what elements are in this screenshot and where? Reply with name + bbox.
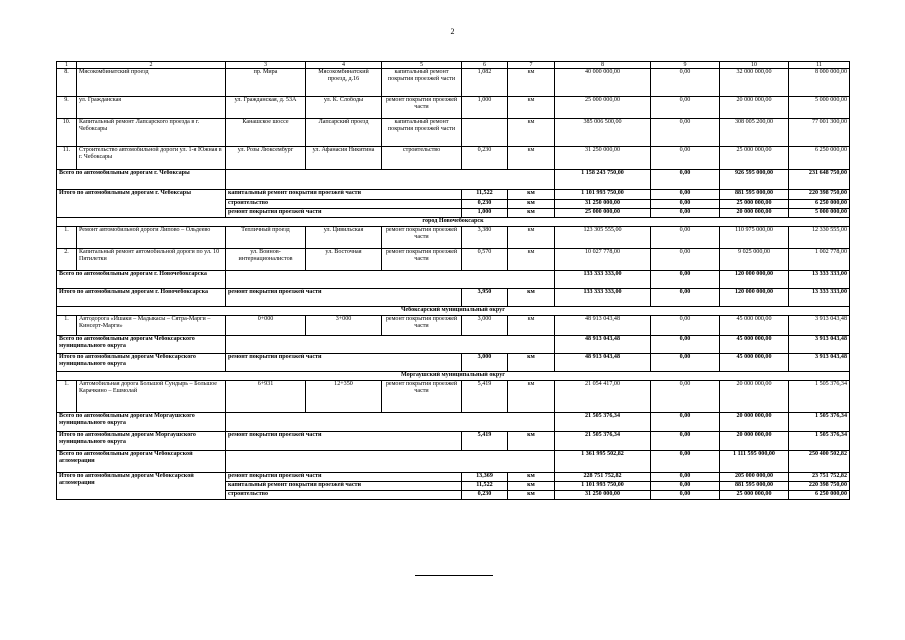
section-title: Чебоксарский муниципальный округ <box>57 307 850 316</box>
total-amount: 133 333 333,00 <box>555 289 651 307</box>
col-header: 11 <box>789 62 850 69</box>
amount-col10: 32 000 000,00 <box>720 69 789 97</box>
amount-col11: 3 913 043,48 <box>789 316 850 336</box>
amount-col9: 0,00 <box>651 473 720 482</box>
road-name: Строительство автомобильной дороги ул. 1-я Южная в г. Чебоксары <box>77 147 226 170</box>
amount-col10: 20 000 000,00 <box>720 432 789 451</box>
amount-col11: 220 398 750,00 <box>789 482 850 491</box>
total-label: Всего по автомобильным дорогам Чебоксарской агломерации <box>57 451 226 473</box>
total-label: Всего по автомобильным дорогам Чебоксарского муниципального округа <box>57 336 226 354</box>
itogo-label: Итого по автомобильным дорогам Чебоксарской агломерации <box>57 473 226 500</box>
amount-col10: 45 000 000,00 <box>720 354 789 372</box>
amount-col11: 1 505 376,34 <box>789 432 850 451</box>
row-number: 1. <box>57 316 77 336</box>
length: 0,570 <box>462 249 508 271</box>
start-point: ул. Воинов-интернационалистов <box>226 249 306 271</box>
unit: км <box>508 381 555 413</box>
work-type: ремонт покрытия проезжей части <box>226 209 462 218</box>
amount-col11: 6 250 000,00 <box>789 200 850 209</box>
unit: км <box>508 354 555 372</box>
amount-col9: 0,00 <box>651 316 720 336</box>
total-amount: 48 913 043,48 <box>555 316 651 336</box>
amount-col9: 0,00 <box>651 336 720 354</box>
work-type: ремонт покрытия проезжей части <box>382 381 462 413</box>
start-point: 0+000 <box>226 316 306 336</box>
amount-col9: 0,00 <box>651 271 720 289</box>
empty-cell <box>226 451 555 473</box>
footer-divider <box>415 575 493 576</box>
table-row <box>57 227 850 249</box>
unit: км <box>508 473 555 482</box>
total-amount: 1 101 993 750,00 <box>555 482 651 491</box>
work-type: строительство <box>382 147 462 170</box>
length <box>462 119 508 147</box>
itogo-row <box>57 289 850 307</box>
amount-col9: 0,00 <box>651 413 720 432</box>
col-header: 9 <box>651 62 720 69</box>
amount-col10: 25 000 000,00 <box>720 491 789 500</box>
amount-col9: 0,00 <box>651 249 720 271</box>
amount-col10: 881 595 000,00 <box>720 190 789 200</box>
unit: км <box>508 491 555 500</box>
amount-col11: 13 333 333,00 <box>789 289 850 307</box>
work-type: ремонт покрытия проезжей части <box>382 97 462 119</box>
total-amount: 21 505 376,34 <box>555 413 651 432</box>
column-numbers-row <box>57 62 850 69</box>
amount-col9: 0,00 <box>651 354 720 372</box>
amount-col11: 250 400 502,82 <box>789 451 850 473</box>
amount-col10: 120 000 000,00 <box>720 289 789 307</box>
unit: км <box>508 147 555 170</box>
amount-col9: 0,00 <box>651 432 720 451</box>
amount-col9: 0,00 <box>651 97 720 119</box>
amount-col9: 0,00 <box>651 190 720 200</box>
amount-col9: 0,00 <box>651 200 720 209</box>
empty-cell <box>226 170 555 190</box>
row-number: 8. <box>57 69 77 97</box>
length: 0,230 <box>462 200 508 209</box>
start-point: Тепличный проезд <box>226 227 306 249</box>
length: 5,419 <box>462 432 508 451</box>
amount-col11: 3 913 043,48 <box>789 336 850 354</box>
total-amount: 31 250 000,00 <box>555 147 651 170</box>
length: 0,230 <box>462 491 508 500</box>
start-point: пр. Мира <box>226 69 306 97</box>
length: 5,419 <box>462 381 508 413</box>
amount-col11: 3 913 043,48 <box>789 354 850 372</box>
amount-col9: 0,00 <box>651 491 720 500</box>
amount-col10: 205 000 000,00 <box>720 473 789 482</box>
work-type: ремонт покрытия проезжей части <box>382 316 462 336</box>
length: 11,522 <box>462 482 508 491</box>
col-header: 4 <box>306 62 382 69</box>
work-type: ремонт покрытия проезжей части <box>226 289 462 307</box>
row-number: 10. <box>57 119 77 147</box>
row-number: 9. <box>57 97 77 119</box>
work-type: строительство <box>226 491 462 500</box>
roads-table <box>56 61 850 500</box>
unit: км <box>508 200 555 209</box>
table-row <box>57 316 850 336</box>
end-point: ул. К. Слободы <box>306 97 382 119</box>
total-amount: 31 250 000,00 <box>555 200 651 209</box>
length: 1,000 <box>462 209 508 218</box>
total-row <box>57 170 850 190</box>
total-amount: 21 505 376,34 <box>555 432 651 451</box>
unit: км <box>508 97 555 119</box>
itogo-row <box>57 432 850 451</box>
amount-col9: 0,00 <box>651 209 720 218</box>
total-amount: 385 006 500,00 <box>555 119 651 147</box>
end-point: ул. Афанасия Никитина <box>306 147 382 170</box>
total-amount: 1 158 243 750,00 <box>555 170 651 190</box>
row-number: 1. <box>57 381 77 413</box>
amount-col11: 5 000 000,00 <box>789 97 850 119</box>
col-header: 2 <box>77 62 226 69</box>
amount-col9: 0,00 <box>651 482 720 491</box>
amount-col10: 110 975 000,00 <box>720 227 789 249</box>
table-row <box>57 119 850 147</box>
amount-col10: 926 595 000,00 <box>720 170 789 190</box>
total-amount: 1 361 995 502,82 <box>555 451 651 473</box>
total-amount: 48 913 043,48 <box>555 336 651 354</box>
col-header: 5 <box>382 62 462 69</box>
unit: км <box>508 190 555 200</box>
amount-col9: 0,00 <box>651 289 720 307</box>
unit: км <box>508 249 555 271</box>
road-name: Мясокомбинатский проезд <box>77 69 226 97</box>
itogo-label: Итого по автомобильным дорогам Моргаушского муниципального округа <box>57 432 226 451</box>
road-name: Капитальный ремонт автомобильной дороги по ул. 10 Пятилетки <box>77 249 226 271</box>
amount-col9: 0,00 <box>651 119 720 147</box>
amount-col11: 1 505 376,34 <box>789 413 850 432</box>
amount-col9: 0,00 <box>651 451 720 473</box>
road-name: Капитальный ремонт Лапсарского проезда в г. Чебоксары <box>77 119 226 147</box>
total-amount: 133 333 333,00 <box>555 271 651 289</box>
unit: км <box>508 316 555 336</box>
amount-col9: 0,00 <box>651 170 720 190</box>
section-row <box>57 218 850 227</box>
road-name: Автодорога «Ишаки – Мадыкасы – Сятра-Марги – Кинсерт-Марги» <box>77 316 226 336</box>
amount-col10: 881 595 000,00 <box>720 482 789 491</box>
amount-col10: 20 000 000,00 <box>720 97 789 119</box>
work-type: капитальный ремонт покрытия проезжей части <box>226 482 462 491</box>
length: 1,000 <box>462 97 508 119</box>
total-amount: 228 751 752,82 <box>555 473 651 482</box>
length: 13,369 <box>462 473 508 482</box>
amount-col9: 0,00 <box>651 147 720 170</box>
row-number: 11. <box>57 147 77 170</box>
amount-col10: 9 025 000,00 <box>720 249 789 271</box>
amount-col9: 0,00 <box>651 381 720 413</box>
start-point: ул. Гражданская, д. 53А <box>226 97 306 119</box>
col-header: 7 <box>508 62 555 69</box>
total-row <box>57 336 850 354</box>
total-row <box>57 413 850 432</box>
amount-col9: 0,00 <box>651 69 720 97</box>
row-number: 2. <box>57 249 77 271</box>
amount-col10: 1 111 595 000,00 <box>720 451 789 473</box>
work-type: капитальный ремонт покрытия проезжей части <box>382 119 462 147</box>
unit: км <box>508 119 555 147</box>
itogo-label: Итого по автомобильным дорогам Чебоксарского муниципального округа <box>57 354 226 372</box>
amount-col10: 20 000 000,00 <box>720 209 789 218</box>
amount-col10: 120 000 000,00 <box>720 271 789 289</box>
itogo-label: Итого по автомобильным дорогам г. Чебоксары <box>57 190 226 218</box>
amount-col10: 20 000 000,00 <box>720 381 789 413</box>
amount-col11: 231 648 750,00 <box>789 170 850 190</box>
total-amount: 48 913 043,48 <box>555 354 651 372</box>
work-type: строительство <box>226 200 462 209</box>
work-type: ремонт покрытия проезжей части <box>226 354 462 372</box>
start-point: ул. Розы Люксембург <box>226 147 306 170</box>
road-name: Автомобильная дорога Большой Сундырь – Большое Карачкино – Ешмолай <box>77 381 226 413</box>
table-row <box>57 69 850 97</box>
col-header: 3 <box>226 62 306 69</box>
total-amount: 10 027 778,00 <box>555 249 651 271</box>
road-name: ул. Гражданская <box>77 97 226 119</box>
amount-col11: 12 330 555,00 <box>789 227 850 249</box>
total-amount: 25 000 000,00 <box>555 97 651 119</box>
amount-col11: 13 333 333,00 <box>789 271 850 289</box>
work-type: ремонт покрытия проезжей части <box>226 473 462 482</box>
end-point: ул. Цивильская <box>306 227 382 249</box>
length: 11,522 <box>462 190 508 200</box>
work-type: ремонт покрытия проезжей части <box>382 249 462 271</box>
amount-col11: 6 250 000,00 <box>789 491 850 500</box>
col-header: 10 <box>720 62 789 69</box>
itogo-row <box>57 473 850 482</box>
itogo-row <box>57 354 850 372</box>
length: 0,230 <box>462 147 508 170</box>
amount-col9: 0,00 <box>651 227 720 249</box>
amount-col10: 20 000 000,00 <box>720 413 789 432</box>
empty-cell <box>226 271 555 289</box>
table-row <box>57 381 850 413</box>
section-title: город Новочебоксарск <box>57 218 850 227</box>
start-point: 6+931 <box>226 381 306 413</box>
table-row <box>57 147 850 170</box>
col-header: 1 <box>57 62 77 69</box>
length: 3,000 <box>462 316 508 336</box>
row-number: 1. <box>57 227 77 249</box>
total-row <box>57 271 850 289</box>
itogo-row <box>57 190 850 200</box>
amount-col11: 77 001 300,00 <box>789 119 850 147</box>
amount-col10: 45 000 000,00 <box>720 316 789 336</box>
total-label: Всего по автомобильным дорогам г. Новочебоксарска <box>57 271 226 289</box>
length: 3,000 <box>462 354 508 372</box>
table-row <box>57 97 850 119</box>
amount-col10: 25 000 000,00 <box>720 147 789 170</box>
total-label: Всего по автомобильным дорогам г. Чебоксары <box>57 170 226 190</box>
unit: км <box>508 227 555 249</box>
col-header: 8 <box>555 62 651 69</box>
total-amount: 31 250 000,00 <box>555 491 651 500</box>
amount-col11: 1 505 376,34 <box>789 381 850 413</box>
length: 1,082 <box>462 69 508 97</box>
work-type: ремонт покрытия проезжей части <box>226 432 462 451</box>
total-amount: 123 305 555,00 <box>555 227 651 249</box>
amount-col11: 1 002 778,00 <box>789 249 850 271</box>
total-amount: 21 054 417,00 <box>555 381 651 413</box>
amount-col10: 308 005 200,00 <box>720 119 789 147</box>
work-type: капитальный ремонт покрытия проезжей части <box>382 69 462 97</box>
end-point: Лапсарский проезд <box>306 119 382 147</box>
end-point: 12+350 <box>306 381 382 413</box>
section-row <box>57 372 850 381</box>
unit: км <box>508 482 555 491</box>
road-name: Ремонт автомобильной дороги Липово – Ольдеево <box>77 227 226 249</box>
total-amount: 1 101 993 750,00 <box>555 190 651 200</box>
work-type: ремонт покрытия проезжей части <box>382 227 462 249</box>
amount-col10: 25 000 000,00 <box>720 200 789 209</box>
end-point: ул. Восточная <box>306 249 382 271</box>
work-type: капитальный ремонт покрытия проезжей части <box>226 190 462 200</box>
amount-col11: 8 000 000,00 <box>789 69 850 97</box>
section-row <box>57 307 850 316</box>
unit: км <box>508 289 555 307</box>
total-label: Всего по автомобильным дорогам Моргаушского муниципального округа <box>57 413 226 432</box>
unit: км <box>508 69 555 97</box>
amount-col11: 5 000 000,00 <box>789 209 850 218</box>
length: 3,380 <box>462 227 508 249</box>
itogo-label: Итого по автомобильным дорогам г. Новочебоксарска <box>57 289 226 307</box>
amount-col11: 23 751 752,82 <box>789 473 850 482</box>
total-amount: 25 000 000,00 <box>555 209 651 218</box>
end-point: 3+000 <box>306 316 382 336</box>
unit: км <box>508 432 555 451</box>
amount-col11: 6 250 000,00 <box>789 147 850 170</box>
amount-col11: 220 398 750,00 <box>789 190 850 200</box>
page-number: 2 <box>450 27 455 36</box>
empty-cell <box>226 336 555 354</box>
unit: км <box>508 209 555 218</box>
total-row <box>57 451 850 473</box>
total-amount: 40 000 000,00 <box>555 69 651 97</box>
start-point: Канашское шоссе <box>226 119 306 147</box>
table-row <box>57 249 850 271</box>
length: 3,950 <box>462 289 508 307</box>
end-point: Мясокомбинатский проезд, д.16 <box>306 69 382 97</box>
amount-col10: 45 000 000,00 <box>720 336 789 354</box>
empty-cell <box>226 413 555 432</box>
col-header: 6 <box>462 62 508 69</box>
section-title: Моргаушский муниципальный округ <box>57 372 850 381</box>
